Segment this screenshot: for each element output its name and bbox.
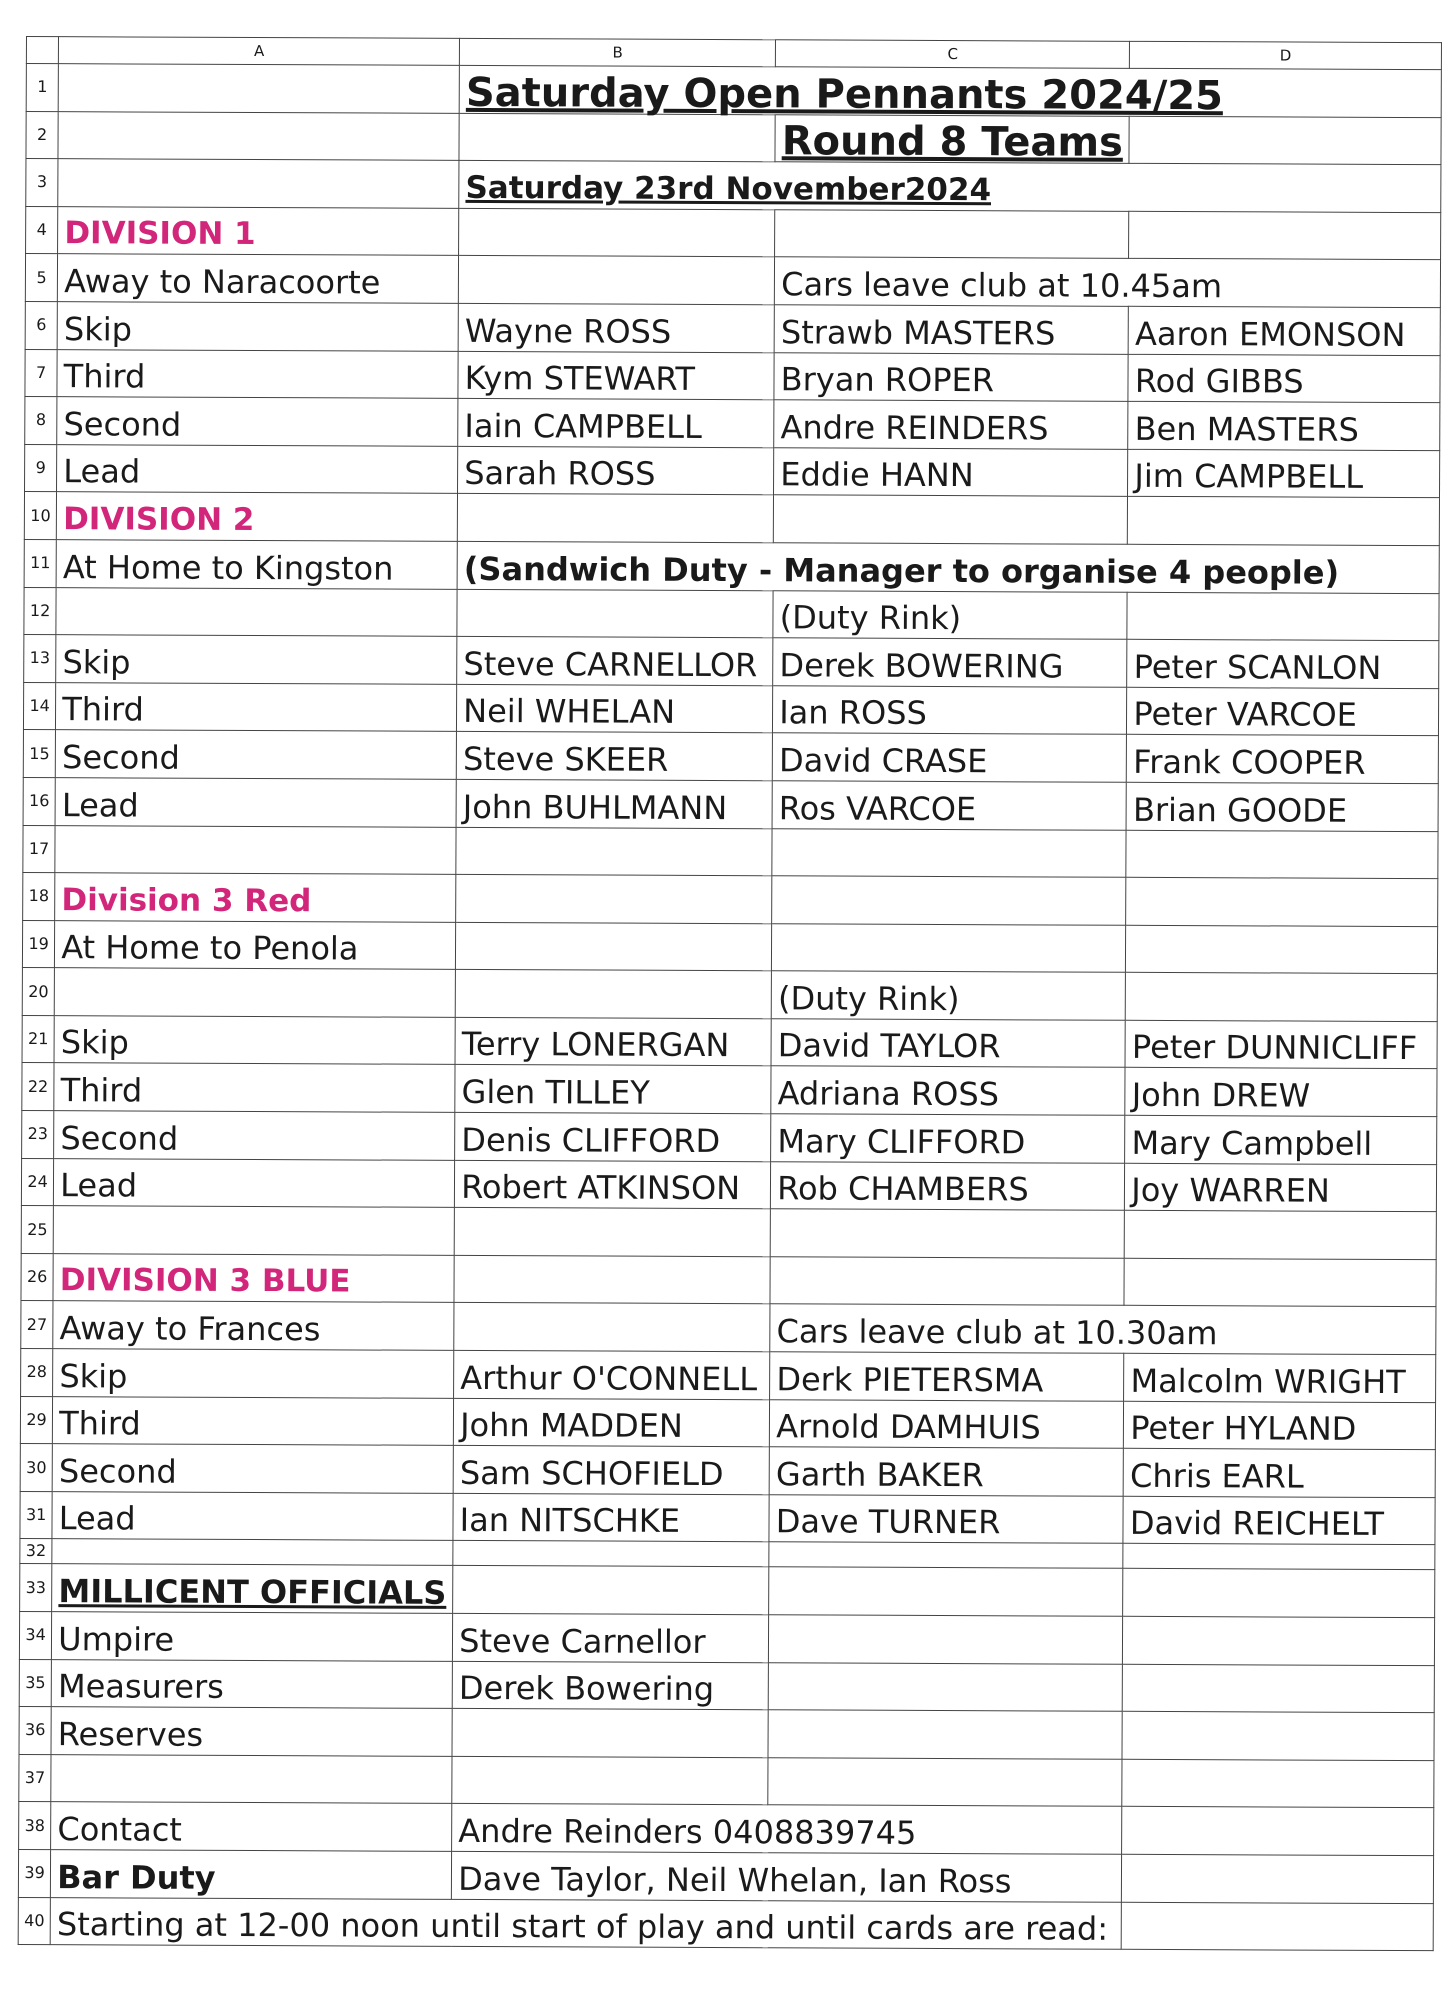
cell bbox=[1123, 1569, 1435, 1618]
spreadsheet bbox=[18, 36, 1442, 1951]
sheet-row bbox=[26, 159, 1441, 213]
player-name: Derk PIETERSMA bbox=[770, 1352, 1124, 1401]
row-number: 21 bbox=[22, 1015, 54, 1063]
player-name: Arthur O'CONNELL bbox=[454, 1350, 770, 1399]
position-label: Third bbox=[56, 682, 457, 731]
sheet-row bbox=[22, 1111, 1437, 1165]
row-number: 33 bbox=[20, 1564, 52, 1612]
fixture: At Home to Penola bbox=[55, 920, 456, 969]
row-number: 37 bbox=[19, 1754, 51, 1802]
player-name: Peter HYLAND bbox=[1124, 1401, 1436, 1450]
cell bbox=[1122, 1807, 1434, 1856]
player-name: Mary Campbell bbox=[1125, 1115, 1437, 1164]
sheet-row bbox=[21, 1349, 1436, 1403]
position-label: Skip bbox=[53, 1349, 454, 1398]
player-name: Derek BOWERING bbox=[773, 638, 1127, 687]
cell bbox=[1125, 1211, 1437, 1260]
sheet-row bbox=[22, 1015, 1437, 1069]
duty-rink-label: (Duty Rink) bbox=[771, 971, 1125, 1020]
position-label: Second bbox=[55, 730, 456, 779]
row-number: 15 bbox=[23, 730, 55, 778]
contact-value: Andre Reinders 0408839745 bbox=[452, 1804, 1122, 1855]
row-number: 13 bbox=[24, 635, 56, 683]
row-number: 6 bbox=[25, 301, 57, 349]
player-name: Andre REINDERS bbox=[774, 400, 1128, 449]
player-name: John MADDEN bbox=[454, 1398, 770, 1447]
cell bbox=[454, 1255, 770, 1304]
row-number: 23 bbox=[22, 1111, 54, 1159]
row-number: 18 bbox=[23, 873, 55, 921]
sheet-row bbox=[19, 1611, 1434, 1665]
cell bbox=[1122, 1759, 1434, 1808]
cell bbox=[772, 923, 1126, 972]
page-date: Saturday 23rd November2024 bbox=[459, 161, 1441, 213]
sheet-row bbox=[22, 920, 1437, 974]
cell bbox=[459, 256, 775, 305]
sheet-row bbox=[20, 1564, 1435, 1618]
player-name: Eddie HANN bbox=[774, 448, 1128, 497]
division-heading: DIVISION 1 bbox=[58, 206, 459, 255]
row-number: 29 bbox=[20, 1396, 52, 1444]
cell bbox=[457, 494, 773, 543]
sheet-row bbox=[22, 968, 1437, 1022]
row-number: 31 bbox=[20, 1491, 52, 1539]
player-name: Iain CAMPBELL bbox=[458, 399, 774, 448]
position-label: Third bbox=[53, 1396, 454, 1445]
row-number: 12 bbox=[24, 587, 56, 635]
cell bbox=[772, 876, 1126, 925]
player-name: Garth BAKER bbox=[769, 1447, 1123, 1496]
player-name: Dave TURNER bbox=[769, 1495, 1123, 1544]
cell bbox=[770, 1257, 1124, 1306]
row-number: 22 bbox=[22, 1063, 54, 1111]
position-label: Third bbox=[54, 1063, 455, 1112]
player-name: Aaron EMONSON bbox=[1128, 306, 1440, 355]
player-name: Wayne ROSS bbox=[458, 303, 774, 352]
position-label: Second bbox=[54, 1111, 455, 1160]
row-number: 28 bbox=[21, 1349, 53, 1397]
cell bbox=[774, 495, 1128, 544]
cell bbox=[56, 587, 457, 636]
row-number: 35 bbox=[19, 1659, 51, 1707]
cell bbox=[459, 113, 775, 162]
row-number: 19 bbox=[22, 920, 54, 968]
player-name: Steve CARNELLOR bbox=[457, 637, 773, 686]
player-name: Brian GOODE bbox=[1126, 782, 1438, 831]
position-label: Lead bbox=[52, 1491, 453, 1540]
officials-label: Reserves bbox=[51, 1707, 452, 1756]
cell bbox=[769, 1542, 1123, 1569]
cell bbox=[1123, 1616, 1435, 1665]
row-number: 4 bbox=[26, 206, 58, 254]
sheet-row bbox=[20, 1444, 1435, 1498]
sheet-row bbox=[18, 1897, 1433, 1951]
row-number: 14 bbox=[23, 682, 55, 730]
cell bbox=[1126, 973, 1438, 1022]
player-name: Glen TILLEY bbox=[455, 1065, 771, 1114]
player-name: Frank COOPER bbox=[1127, 735, 1439, 784]
sheet-row bbox=[19, 1659, 1434, 1713]
cell bbox=[1122, 1711, 1434, 1760]
row-number: 36 bbox=[19, 1707, 51, 1755]
starting-note: Starting at 12-00 noon until start of play and until cards are read: bbox=[50, 1897, 1121, 1949]
cell bbox=[1122, 1854, 1434, 1903]
cell bbox=[51, 1754, 452, 1803]
cell bbox=[53, 1206, 454, 1255]
cell bbox=[1126, 925, 1438, 974]
cell bbox=[1129, 211, 1441, 260]
player-name: Arnold DAMHUIS bbox=[770, 1399, 1124, 1448]
row-number: 2 bbox=[26, 111, 58, 159]
player-name: Ian ROSS bbox=[773, 685, 1127, 734]
player-name: Mary CLIFFORD bbox=[771, 1114, 1125, 1163]
sheet-row bbox=[19, 1754, 1434, 1808]
column-header: D bbox=[1130, 41, 1442, 69]
sheet-row bbox=[20, 1396, 1435, 1450]
sheet-row bbox=[23, 682, 1438, 736]
player-name: Peter SCANLON bbox=[1127, 639, 1439, 688]
sheet-row bbox=[24, 492, 1439, 546]
sandwich-duty-note: (Sandwich Duty - Manager to organise 4 people) bbox=[457, 541, 1439, 593]
player-name: David CRASE bbox=[772, 733, 1126, 782]
player-name: Steve SKEER bbox=[456, 732, 772, 781]
cell bbox=[1122, 1902, 1434, 1951]
player-name: Peter VARCOE bbox=[1127, 687, 1439, 736]
row-number: 20 bbox=[22, 968, 54, 1016]
position-label: Second bbox=[57, 397, 458, 446]
cell bbox=[456, 922, 772, 971]
officials-label: Umpire bbox=[52, 1612, 453, 1661]
player-name: Denis CLIFFORD bbox=[455, 1112, 771, 1161]
officials-heading: MILLICENT OFFICIALS bbox=[52, 1564, 453, 1613]
player-name: Sam SCHOFIELD bbox=[453, 1446, 769, 1495]
sheet-row bbox=[19, 1707, 1434, 1761]
row-number: 10 bbox=[24, 492, 56, 540]
player-name: Chris EARL bbox=[1123, 1449, 1435, 1498]
division-heading: Division 3 Red bbox=[55, 873, 456, 922]
player-name: Joy WARREN bbox=[1125, 1163, 1437, 1212]
cell bbox=[769, 1615, 1123, 1664]
cell bbox=[1127, 592, 1439, 641]
sheet-row bbox=[22, 1063, 1437, 1117]
sheet-row bbox=[26, 111, 1441, 165]
cell bbox=[456, 874, 772, 923]
player-name: David REICHELT bbox=[1123, 1496, 1435, 1545]
cell bbox=[1123, 1544, 1435, 1570]
duty-rink-label: (Duty Rink) bbox=[773, 590, 1127, 639]
cell bbox=[457, 589, 773, 638]
player-name: David TAYLOR bbox=[771, 1019, 1125, 1068]
player-name: Bryan ROPER bbox=[774, 352, 1128, 401]
cell bbox=[772, 828, 1126, 877]
cell bbox=[58, 159, 459, 208]
row-number: 9 bbox=[25, 444, 57, 492]
player-name: Robert ATKINSON bbox=[455, 1160, 771, 1209]
player-name: John BUHLMANN bbox=[456, 779, 772, 828]
player-name: Ros VARCOE bbox=[772, 781, 1126, 830]
sheet-row bbox=[21, 1158, 1436, 1212]
player-name: Rod GIBBS bbox=[1128, 354, 1440, 403]
position-label: Third bbox=[57, 349, 458, 398]
position-label: Skip bbox=[56, 635, 457, 684]
cell bbox=[52, 1539, 453, 1566]
row-number: 24 bbox=[21, 1158, 53, 1206]
officials-label: Measurers bbox=[51, 1659, 452, 1708]
sheet-row bbox=[21, 1301, 1436, 1355]
sheet-row bbox=[23, 777, 1438, 831]
cell bbox=[1124, 1258, 1436, 1307]
row-number: 3 bbox=[26, 159, 58, 207]
row-number: 30 bbox=[20, 1444, 52, 1492]
player-name: Kym STEWART bbox=[458, 351, 774, 400]
player-name: Ian NITSCHKE bbox=[453, 1493, 769, 1542]
row-number: 17 bbox=[23, 825, 55, 873]
division-heading: DIVISION 2 bbox=[57, 492, 458, 541]
cell bbox=[1126, 877, 1438, 926]
position-label: Lead bbox=[54, 1158, 455, 1207]
cell bbox=[768, 1662, 1122, 1711]
cell bbox=[770, 1209, 1124, 1258]
sheet-row bbox=[19, 1802, 1434, 1856]
sheet-row bbox=[26, 206, 1441, 260]
cell bbox=[54, 968, 455, 1017]
player-name: Neil WHELAN bbox=[457, 684, 773, 733]
row-number: 25 bbox=[21, 1206, 53, 1254]
row-number: 7 bbox=[25, 349, 57, 397]
row-number: 27 bbox=[21, 1301, 53, 1349]
officials-label: Contact bbox=[51, 1802, 452, 1851]
row-number: 40 bbox=[18, 1897, 50, 1945]
player-name: Sarah ROSS bbox=[458, 446, 774, 495]
position-label: Skip bbox=[57, 302, 458, 351]
cell bbox=[1128, 497, 1440, 546]
fixture: Away to Frances bbox=[53, 1301, 454, 1350]
player-name: Strawb MASTERS bbox=[774, 305, 1128, 354]
cell bbox=[58, 111, 459, 160]
column-header: B bbox=[460, 38, 776, 66]
player-name: Rob CHAMBERS bbox=[771, 1161, 1125, 1210]
column-header: C bbox=[776, 40, 1130, 69]
row-number: 34 bbox=[19, 1611, 51, 1659]
sheet-row bbox=[25, 254, 1440, 308]
page-title: Saturday Open Pennants 2024/25 bbox=[459, 65, 1441, 117]
official-name: Derek Bowering bbox=[452, 1661, 768, 1710]
sheet-row bbox=[20, 1491, 1435, 1545]
position-label: Skip bbox=[54, 1016, 455, 1065]
row-number: 38 bbox=[19, 1802, 51, 1850]
travel-note: Cars leave club at 10.30am bbox=[770, 1304, 1436, 1354]
cell bbox=[455, 970, 771, 1019]
player-name: Jim CAMPBELL bbox=[1128, 449, 1440, 498]
sheet-row bbox=[25, 301, 1440, 355]
player-name: Terry LONERGAN bbox=[455, 1017, 771, 1066]
position-label: Lead bbox=[55, 778, 456, 827]
row-number: 11 bbox=[24, 539, 56, 587]
sheet-row bbox=[24, 587, 1439, 641]
row-number: 39 bbox=[18, 1849, 50, 1897]
player-name: Malcolm WRIGHT bbox=[1124, 1353, 1436, 1402]
cell bbox=[452, 1709, 768, 1758]
player-name: John DREW bbox=[1125, 1068, 1437, 1117]
cell bbox=[454, 1303, 770, 1352]
sheet-row bbox=[25, 349, 1440, 403]
sheet-row bbox=[23, 873, 1438, 927]
column-header: A bbox=[59, 37, 460, 66]
official-name: Steve Carnellor bbox=[453, 1613, 769, 1662]
cell bbox=[459, 208, 775, 257]
page-subtitle: Round 8 Teams bbox=[775, 114, 1129, 163]
row-number: 5 bbox=[25, 254, 57, 302]
cell bbox=[775, 210, 1129, 259]
cell bbox=[768, 1710, 1122, 1759]
cell bbox=[769, 1567, 1123, 1616]
cell bbox=[768, 1758, 1122, 1807]
division-heading: DIVISION 3 BLUE bbox=[53, 1253, 454, 1302]
cell bbox=[58, 64, 459, 113]
sheet-row bbox=[24, 539, 1439, 593]
player-name: Ben MASTERS bbox=[1128, 401, 1440, 450]
sheet-row bbox=[23, 825, 1438, 879]
player-name: Adriana ROSS bbox=[771, 1066, 1125, 1115]
sheet-row bbox=[21, 1206, 1436, 1260]
officials-label: Bar Duty bbox=[51, 1850, 452, 1899]
row-number: 26 bbox=[21, 1253, 53, 1301]
cell bbox=[55, 825, 456, 874]
cell bbox=[452, 1756, 768, 1805]
fixture: At Home to Kingston bbox=[56, 540, 457, 589]
sheet-row bbox=[23, 730, 1438, 784]
sheet-row bbox=[26, 64, 1441, 118]
player-name: Peter DUNNICLIFF bbox=[1125, 1020, 1437, 1069]
cell bbox=[1126, 830, 1438, 879]
bar-duty-value: Dave Taylor, Neil Whelan, Ian Ross bbox=[452, 1851, 1122, 1902]
position-label: Second bbox=[52, 1444, 453, 1493]
cell bbox=[454, 1208, 770, 1257]
travel-note: Cars leave club at 10.45am bbox=[775, 257, 1441, 307]
cell bbox=[1129, 116, 1441, 165]
corner-cell bbox=[26, 37, 58, 64]
cell bbox=[453, 1541, 769, 1567]
fixture: Away to Naracoorte bbox=[58, 254, 459, 303]
row-number: 32 bbox=[20, 1539, 52, 1564]
row-number: 16 bbox=[23, 777, 55, 825]
position-label: Lead bbox=[57, 444, 458, 493]
sheet-row bbox=[25, 397, 1440, 451]
cell bbox=[1123, 1664, 1435, 1713]
sheet-row bbox=[24, 635, 1439, 689]
cell bbox=[456, 827, 772, 876]
cell bbox=[453, 1566, 769, 1615]
row-number: 1 bbox=[26, 64, 58, 112]
sheet-row bbox=[18, 1849, 1433, 1903]
sheet-row bbox=[25, 444, 1440, 498]
row-number: 8 bbox=[25, 397, 57, 445]
sheet-row bbox=[21, 1253, 1436, 1307]
